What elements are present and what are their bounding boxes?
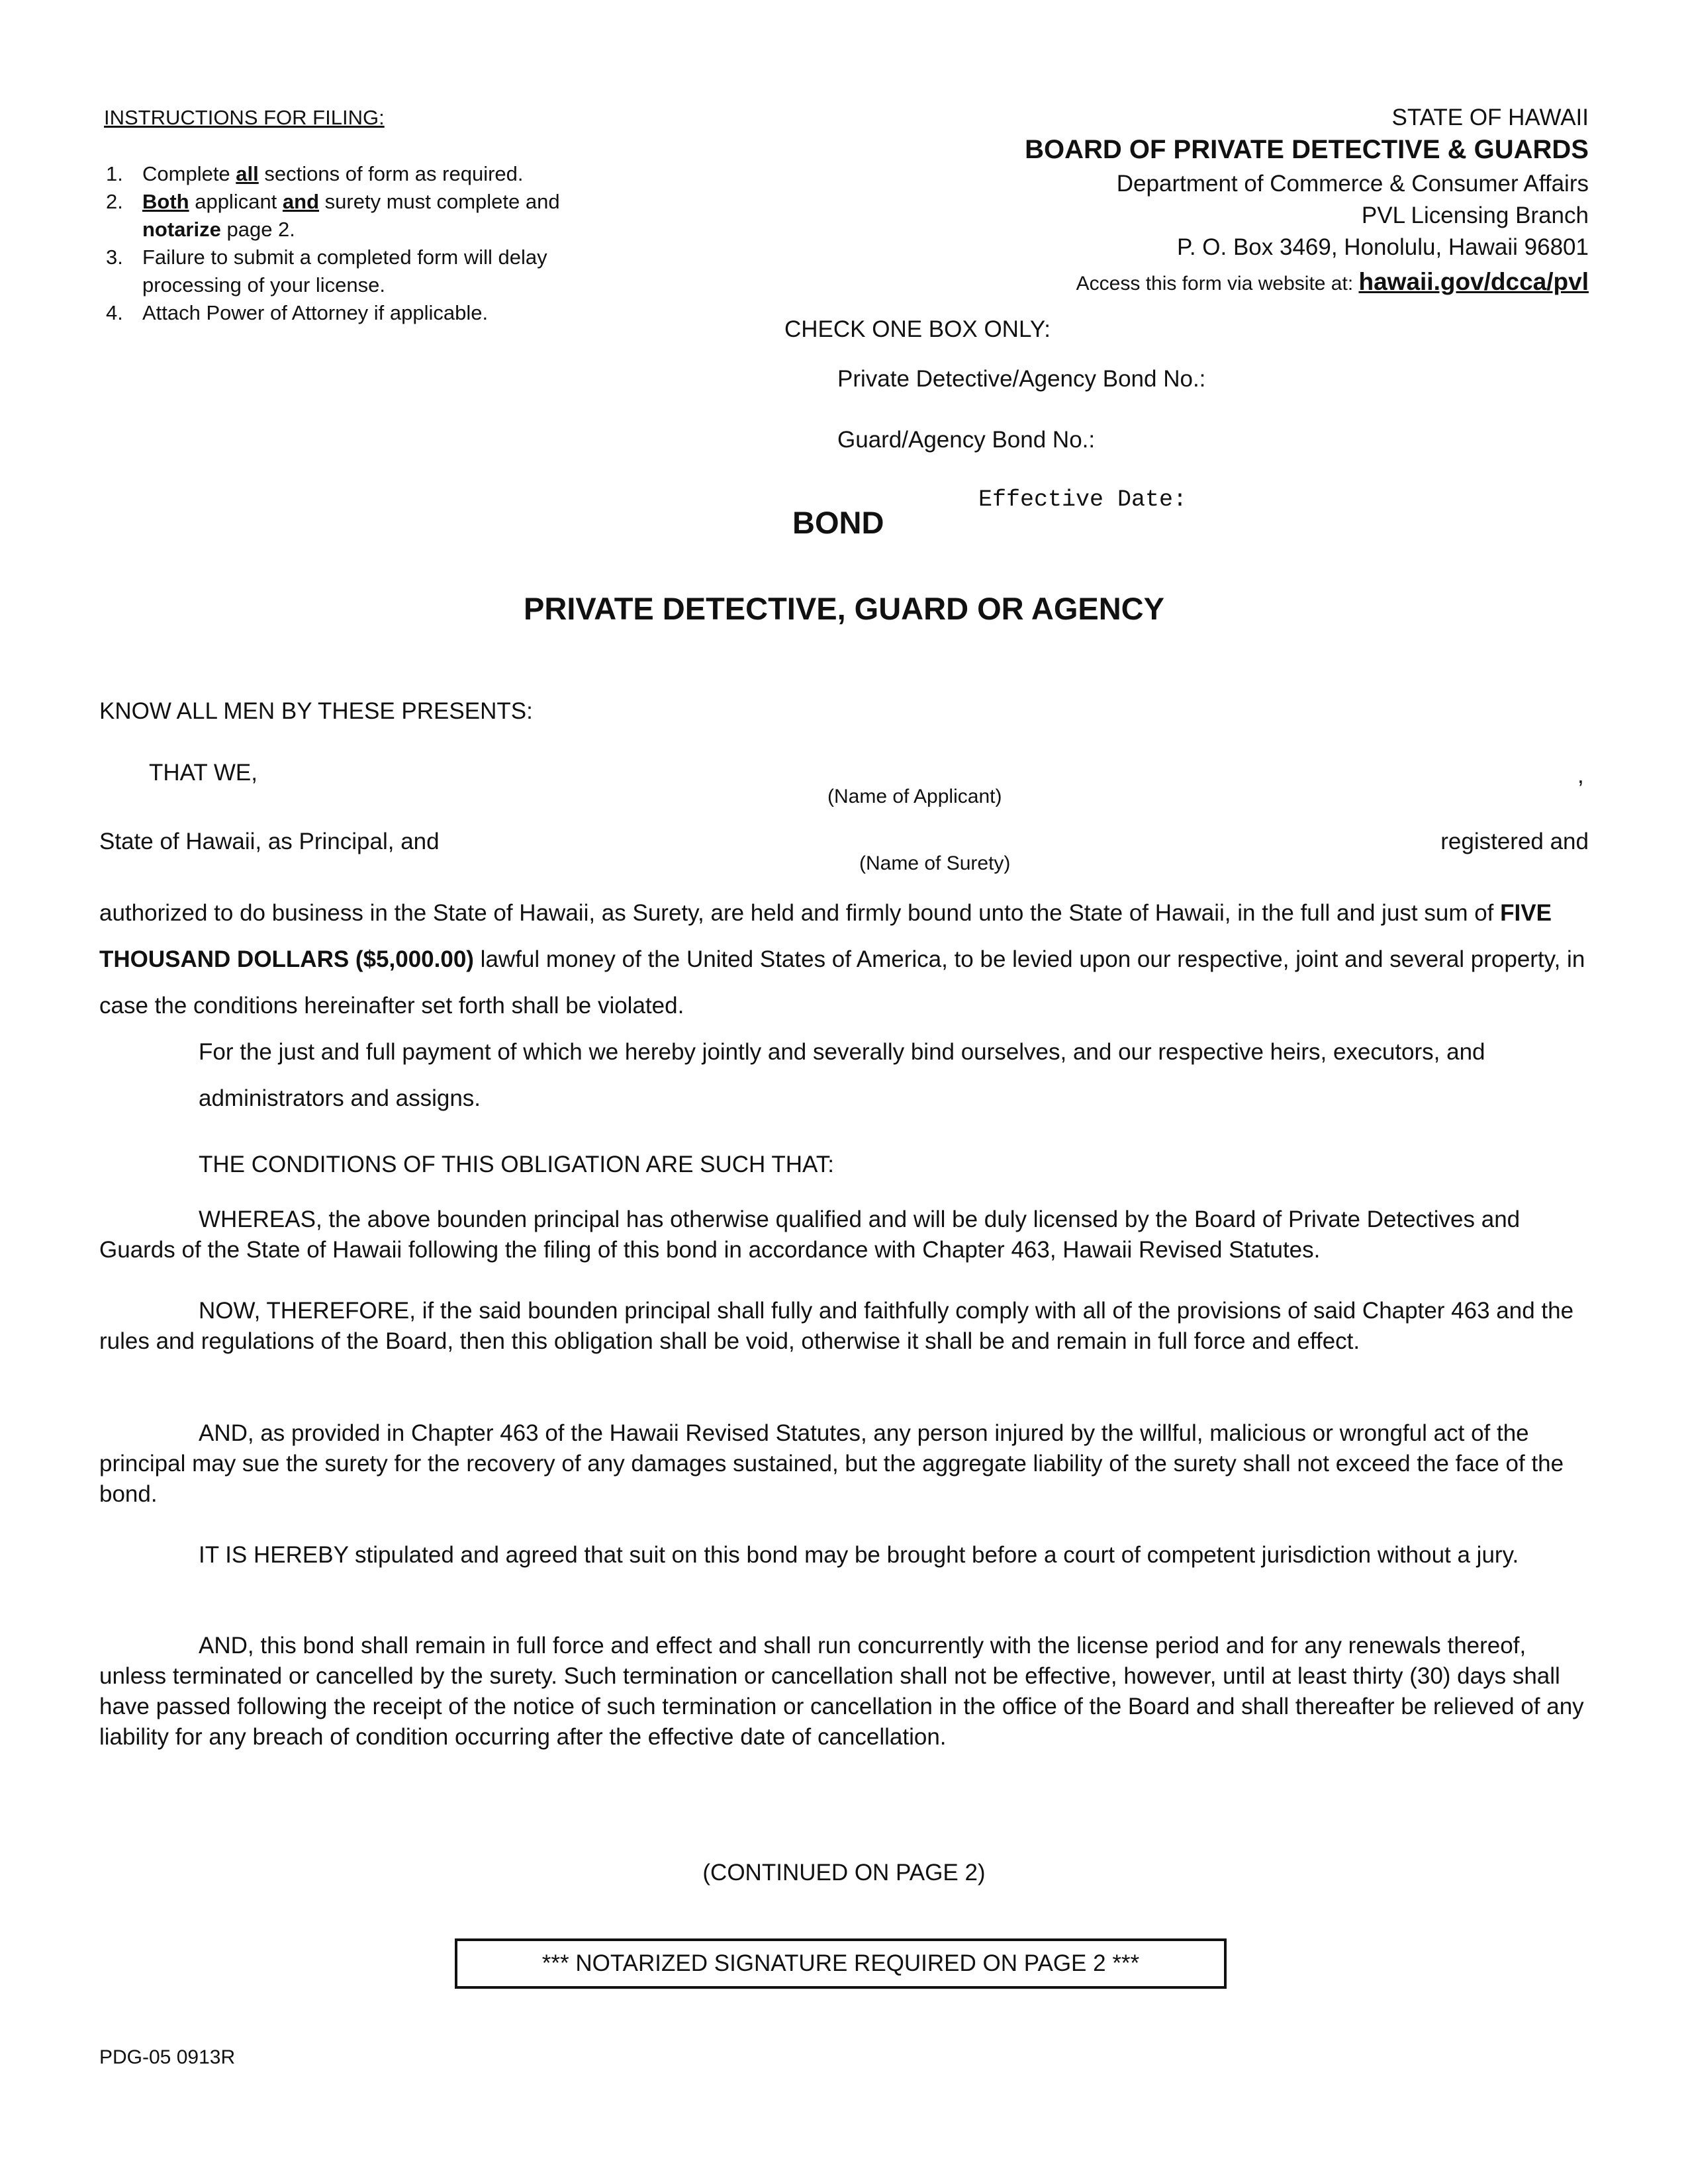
website-link[interactable]: hawaii.gov/dcca/pvl (1358, 268, 1589, 295)
whereas-paragraph: WHEREAS, the above bounden principal has otherwise qualified and will be duly licensed by the Board of Private Detectives and Guards of the State of Hawaii following the filing of this bond in accordance with Chapter 463, Hawaii Revised Statutes. (99, 1206, 1521, 1263)
instruction-text: sections of form as required. (258, 162, 524, 185)
paragraph-text: lawful money of the United States of America, to be levied upon our respective, joint and several property, in case the conditions hereinafter set forth shall be violated. (99, 946, 1585, 1019)
effective-date-label: Effective Date: (978, 486, 1188, 513)
instruction-text: applicant (189, 190, 283, 213)
notarized-notice: *** NOTARIZED SIGNATURE REQUIRED ON PAGE 2 *** (541, 1950, 1140, 1976)
instruction-text: surety must complete and (319, 190, 560, 213)
header-department: Department of Commerce & Consumer Affairs (1116, 171, 1589, 197)
bond-title: BOND (792, 505, 884, 540)
instruction-number: 1. (106, 162, 123, 185)
instruction-emphasis: notarize (142, 218, 221, 241)
now-therefore-paragraph: NOW, THEREFORE, if the said bounden principal shall fully and faithfully comply with all of the provisions of said Chapter 463 and the rules and regulations of the Board, then this obligation shall be void, otherwise it shall be and remain in full force and effect. (99, 1298, 1574, 1354)
bond-amount: FIVE THOUSAND DOLLARS ($5,000.00) (99, 900, 1552, 972)
conditions-heading: THE CONDITIONS OF THIS OBLIGATION ARE SUCH THAT: (199, 1152, 835, 1177)
notarized-notice-box (455, 1938, 1227, 1989)
instruction-text: Failure to submit a completed form will delay processing of your license. (142, 246, 547, 296)
instruction-number: 4. (106, 301, 123, 324)
bond-amount-paragraph (99, 890, 1589, 1029)
header-state: STATE OF HAWAII (1391, 105, 1589, 130)
that-we-label: THAT WE, (149, 760, 258, 786)
payment-paragraph (99, 1029, 1589, 1122)
and-bond-paragraph: AND, this bond shall remain in full force and effect and shall run concurrently with the license period and for any renewals thereof, unless terminated or cancelled by the surety. Such termination or cancellation shall not be effective, however, until at least thirty (30) days shall have passed following the receipt of the notice of such termination or cancellation in the office of the Board and shall thereafter be relieved of any liability for any breach of condition occurring after the effective date of cancellation. (99, 1633, 1584, 1750)
instruction-item (79, 299, 609, 327)
header-address: P. O. Box 3469, Honolulu, Hawaii 96801 (1177, 234, 1589, 260)
comma: , (1577, 762, 1584, 788)
instructions-title: INSTRUCTIONS FOR FILING: (104, 106, 385, 129)
principal-label: State of Hawaii, as Principal, and (99, 829, 440, 854)
instruction-emphasis: all (236, 162, 259, 185)
instruction-text: Complete (142, 162, 236, 185)
header-website (1076, 268, 1589, 296)
instruction-number: 3. (106, 246, 123, 269)
form-code: PDG-05 0913R (99, 2046, 236, 2068)
instruction-number: 2. (106, 190, 123, 213)
option-guard-bond[interactable]: Guard/Agency Bond No.: (837, 427, 1096, 453)
it-is-hereby-paragraph: IT IS HEREBY stipulated and agreed that suit on this bond may be brought before a court of competent jurisdiction without a jury. (199, 1542, 1519, 1568)
paragraph-text: authorized to do business in the State of Hawaii, as Surety, are held and firmly bound unto the State of Hawaii, in the full and just sum of (99, 900, 1501, 926)
check-one-label: CHECK ONE BOX ONLY: (784, 316, 1051, 342)
and-provided-paragraph: AND, as provided in Chapter 463 of the Hawaii Revised Statutes, any person injured by the willful, malicious or wrongful act of the principal may sue the surety for the recovery of any damages sustained, but the aggregate liability of the surety shall not exceed the face of the bond. (99, 1420, 1564, 1507)
header-board: BOARD OF PRIVATE DETECTIVE & GUARDS (1025, 135, 1589, 164)
instruction-item (79, 188, 609, 244)
header-branch: PVL Licensing Branch (1361, 203, 1589, 228)
instruction-emphasis: and (282, 190, 320, 213)
continued-note: (CONTINUED ON PAGE 2) (702, 1860, 986, 1886)
instruction-item (79, 244, 609, 299)
know-all-men: KNOW ALL MEN BY THESE PRESENTS: (99, 698, 533, 724)
page-title: PRIVATE DETECTIVE, GUARD OR AGENCY (524, 591, 1164, 626)
instructions-list (79, 160, 609, 327)
registered-and: registered and (1440, 829, 1589, 854)
paragraph-text: For the just and full payment of which we hereby jointly and severally bind ourselves, and our respective heirs, executors, and administrators and assigns. (199, 1039, 1485, 1111)
option-private-detective-bond[interactable]: Private Detective/Agency Bond No.: (837, 366, 1206, 392)
instruction-item (79, 160, 609, 188)
instruction-text: page 2. (220, 218, 295, 241)
website-prefix: Access this form via website at: (1076, 273, 1359, 295)
applicant-name-caption: (Name of Applicant) (827, 786, 1002, 807)
instruction-emphasis: Both (142, 190, 189, 213)
instruction-text: Attach Power of Attorney if applicable. (142, 301, 489, 324)
surety-name-caption: (Name of Surety) (859, 852, 1011, 874)
